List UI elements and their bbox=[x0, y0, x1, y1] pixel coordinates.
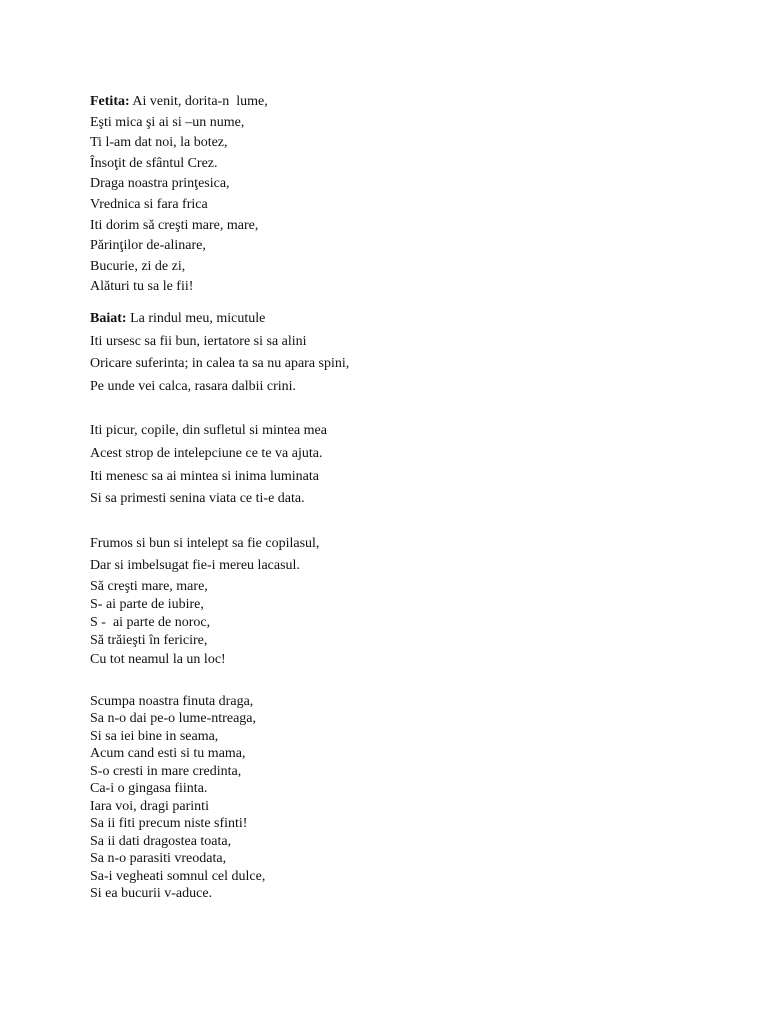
poem-line: S-o cresti in mare credinta, bbox=[90, 763, 242, 779]
poem-line: Scumpa noastra finuta draga, bbox=[90, 693, 254, 709]
poem-line: Iti menesc sa ai mintea si inima luminata bbox=[90, 468, 319, 484]
poem-line: Bucurie, zi de zi, bbox=[90, 258, 186, 274]
poem-line: Eşti mica şi ai si –un nume, bbox=[90, 114, 245, 130]
speaker-label: Baiat: bbox=[90, 310, 127, 326]
poem-line: Acest strop de intelepciune ce te va ajuta. bbox=[90, 445, 323, 461]
speaker-label: Fetita: bbox=[90, 94, 130, 109]
poem-line: Ca-i o gingasa fiinta. bbox=[90, 781, 208, 797]
poem-line: Si sa primesti senina viata ce ti-e data. bbox=[90, 491, 305, 507]
poem-line: Iti dorim să creşti mare, mare, bbox=[90, 217, 259, 233]
poem-line: S- ai parte de iubire, bbox=[90, 597, 204, 613]
poem-line: Ti l-am dat noi, la botez, bbox=[90, 135, 228, 151]
poem-line: Cu tot neamul la un loc! bbox=[90, 651, 226, 667]
poem-line: Si sa iei bine in seama, bbox=[90, 728, 219, 744]
poem-line: Să trăieşti în fericire, bbox=[90, 633, 208, 649]
stanza-first-line bbox=[90, 308, 730, 331]
document-page bbox=[90, 92, 730, 903]
stanza-3 bbox=[90, 420, 730, 510]
poem-line: Să creşti mare, mare, bbox=[90, 578, 208, 594]
poem-line: Însoţit de sfântul Crez. bbox=[90, 155, 218, 171]
poem-line: Părinţilor de-alinare, bbox=[90, 238, 206, 254]
poem-line: Acum cand esti si tu mama, bbox=[90, 746, 246, 762]
poem-line: Vrednica si fara frica bbox=[90, 196, 208, 212]
poem-line: Sa-i vegheati somnul cel dulce, bbox=[90, 868, 266, 884]
poem-line: Frumos si bun si intelept sa fie copilasul, bbox=[90, 535, 320, 551]
stanza-baiat bbox=[90, 308, 730, 398]
poem-line: S - ai parte de noroc, bbox=[90, 615, 211, 631]
poem-line: Draga noastra prinţesica, bbox=[90, 176, 230, 192]
poem-line: Iti ursesc sa fii bun, iertatore si sa alini bbox=[90, 333, 307, 349]
poem-line: Oricare suferinta; in calea ta sa nu apara spini, bbox=[90, 356, 350, 372]
poem-line: Alături tu sa le fii! bbox=[90, 279, 194, 295]
poem-line: Sa ii fiti precum niste sfinti! bbox=[90, 816, 248, 832]
stanza-4-continued bbox=[90, 578, 730, 669]
poem-line: Sa ii dati dragostea toata, bbox=[90, 833, 232, 849]
poem-line: Sa n-o parasiti vreodata, bbox=[90, 851, 227, 867]
stanza-4 bbox=[90, 533, 730, 578]
poem-line: Si ea bucurii v-aduce. bbox=[90, 886, 213, 902]
poem-line: Pe unde vei calca, rasara dalbii crini. bbox=[90, 378, 297, 394]
poem-line: Dar si imbelsugat fie-i mereu lacasul. bbox=[90, 558, 300, 574]
line-text: Ai venit, dorita-n lume, bbox=[129, 94, 268, 109]
poem-line: Iara voi, dragi parinti bbox=[90, 798, 209, 814]
poem-line: Sa n-o dai pe-o lume-ntreaga, bbox=[90, 711, 256, 727]
stanza-first-line bbox=[90, 92, 730, 113]
poem-line: Iti picur, copile, din sufletul si mintea mea bbox=[90, 423, 327, 439]
stanza-5 bbox=[90, 693, 730, 903]
line-text: La rindul meu, micutule bbox=[126, 310, 266, 326]
stanza-fetita bbox=[90, 92, 730, 298]
